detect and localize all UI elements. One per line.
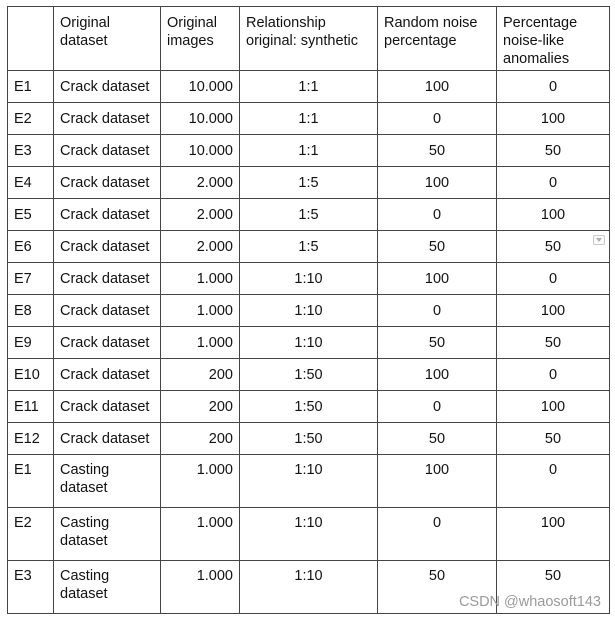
original-images-cell: 200	[161, 423, 240, 455]
random-noise-cell: 100	[378, 455, 497, 508]
column-header: Percentage noise-like anomalies	[497, 7, 610, 71]
noise-like-anomalies-cell: 0	[497, 359, 610, 391]
dataset-cell: Crack dataset	[54, 391, 161, 423]
ratio-cell: 1:50	[240, 391, 378, 423]
noise-like-anomalies-cell: 50	[497, 561, 610, 614]
table-row	[8, 103, 610, 135]
original-images-cell: 2.000	[161, 199, 240, 231]
noise-like-anomalies-cell: 50	[497, 327, 610, 359]
column-header: Relationship original: synthetic	[240, 7, 378, 71]
experiment-id-cell: E11	[8, 391, 54, 423]
random-noise-cell: 0	[378, 508, 497, 561]
original-images-cell: 200	[161, 391, 240, 423]
noise-like-anomalies-cell: 50	[497, 423, 610, 455]
experiment-id-cell: E3	[8, 135, 54, 167]
column-header: Original images	[161, 7, 240, 71]
dataset-cell: Crack dataset	[54, 199, 161, 231]
experiment-id-cell: E8	[8, 295, 54, 327]
experiment-id-cell: E4	[8, 167, 54, 199]
table-row	[8, 455, 610, 508]
noise-like-anomalies-cell: 100	[497, 199, 610, 231]
random-noise-cell: 50	[378, 561, 497, 614]
noise-like-anomalies-cell: 100	[497, 391, 610, 423]
original-images-cell: 1.000	[161, 455, 240, 508]
ratio-cell: 1:5	[240, 167, 378, 199]
noise-like-anomalies-cell: 0	[497, 455, 610, 508]
noise-like-anomalies-cell: 100	[497, 508, 610, 561]
column-header: Original dataset	[54, 7, 161, 71]
random-noise-cell: 50	[378, 327, 497, 359]
table-row	[8, 71, 610, 103]
noise-like-anomalies-cell: 0	[497, 263, 610, 295]
dataset-cell: Crack dataset	[54, 103, 161, 135]
experiment-id-cell: E5	[8, 199, 54, 231]
noise-like-anomalies-cell: 50	[497, 135, 610, 167]
original-images-cell: 10.000	[161, 135, 240, 167]
random-noise-cell: 50	[378, 135, 497, 167]
original-images-cell: 1.000	[161, 327, 240, 359]
noise-like-anomalies-cell: 100	[497, 295, 610, 327]
ratio-cell: 1:50	[240, 359, 378, 391]
experiment-id-cell: E6	[8, 231, 54, 263]
noise-like-anomalies-cell: 100	[497, 103, 610, 135]
experiment-id-cell: E9	[8, 327, 54, 359]
ratio-cell: 1:10	[240, 263, 378, 295]
table-row	[8, 135, 610, 167]
dataset-cell: Crack dataset	[54, 359, 161, 391]
header-row	[8, 7, 610, 71]
ratio-cell: 1:1	[240, 71, 378, 103]
ratio-cell: 1:50	[240, 423, 378, 455]
original-images-cell: 2.000	[161, 167, 240, 199]
dataset-cell: Casting dataset	[54, 561, 161, 614]
random-noise-cell: 50	[378, 231, 497, 263]
random-noise-cell: 0	[378, 295, 497, 327]
original-images-cell: 200	[161, 359, 240, 391]
cell-dropdown-icon[interactable]	[593, 235, 605, 245]
random-noise-cell: 0	[378, 199, 497, 231]
dataset-cell: Crack dataset	[54, 263, 161, 295]
ratio-cell: 1:10	[240, 327, 378, 359]
experiment-id-cell: E7	[8, 263, 54, 295]
noise-like-anomalies-cell: 50	[497, 231, 610, 263]
ratio-cell: 1:5	[240, 231, 378, 263]
dataset-cell: Crack dataset	[54, 327, 161, 359]
column-header	[8, 7, 54, 71]
dataset-cell: Crack dataset	[54, 71, 161, 103]
table-row	[8, 295, 610, 327]
random-noise-cell: 100	[378, 263, 497, 295]
watermark: CSDN @whaosoft143	[458, 594, 601, 610]
table-row	[8, 199, 610, 231]
experiment-id-cell: E10	[8, 359, 54, 391]
random-noise-cell: 0	[378, 103, 497, 135]
ratio-cell: 1:1	[240, 103, 378, 135]
original-images-cell: 10.000	[161, 103, 240, 135]
ratio-cell: 1:1	[240, 135, 378, 167]
ratio-cell: 1:10	[240, 295, 378, 327]
random-noise-cell: 0	[378, 391, 497, 423]
experiment-id-cell: E2	[8, 508, 54, 561]
dataset-cell: Crack dataset	[54, 167, 161, 199]
original-images-cell: 2.000	[161, 231, 240, 263]
dataset-cell: Crack dataset	[54, 295, 161, 327]
dataset-cell: Crack dataset	[54, 231, 161, 263]
experiment-id-cell: E2	[8, 103, 54, 135]
dataset-cell: Crack dataset	[54, 135, 161, 167]
table-row	[8, 231, 610, 263]
random-noise-cell: 100	[378, 167, 497, 199]
ratio-cell: 1:5	[240, 199, 378, 231]
column-header: Random noise percentage	[378, 7, 497, 71]
original-images-cell: 1.000	[161, 295, 240, 327]
dataset-cell: Casting dataset	[54, 455, 161, 508]
table-row	[8, 327, 610, 359]
ratio-cell: 1:10	[240, 455, 378, 508]
experiments-table	[7, 6, 610, 614]
noise-like-anomalies-cell: 0	[497, 167, 610, 199]
experiment-id-cell: E12	[8, 423, 54, 455]
original-images-cell: 1.000	[161, 263, 240, 295]
ratio-cell: 1:10	[240, 561, 378, 614]
table-row	[8, 423, 610, 455]
ratio-cell: 1:10	[240, 508, 378, 561]
random-noise-cell: 100	[378, 359, 497, 391]
random-noise-cell: 50	[378, 423, 497, 455]
noise-like-anomalies-cell: 0	[497, 71, 610, 103]
experiment-id-cell: E1	[8, 71, 54, 103]
original-images-cell: 1.000	[161, 508, 240, 561]
dataset-cell: Casting dataset	[54, 508, 161, 561]
random-noise-cell: 100	[378, 71, 497, 103]
table-row	[8, 359, 610, 391]
original-images-cell: 1.000	[161, 561, 240, 614]
table-row	[8, 508, 610, 561]
table-row	[8, 391, 610, 423]
dataset-cell: Crack dataset	[54, 423, 161, 455]
original-images-cell: 10.000	[161, 71, 240, 103]
table-row	[8, 263, 610, 295]
experiment-id-cell: E1	[8, 455, 54, 508]
table-row	[8, 167, 610, 199]
experiment-id-cell: E3	[8, 561, 54, 614]
